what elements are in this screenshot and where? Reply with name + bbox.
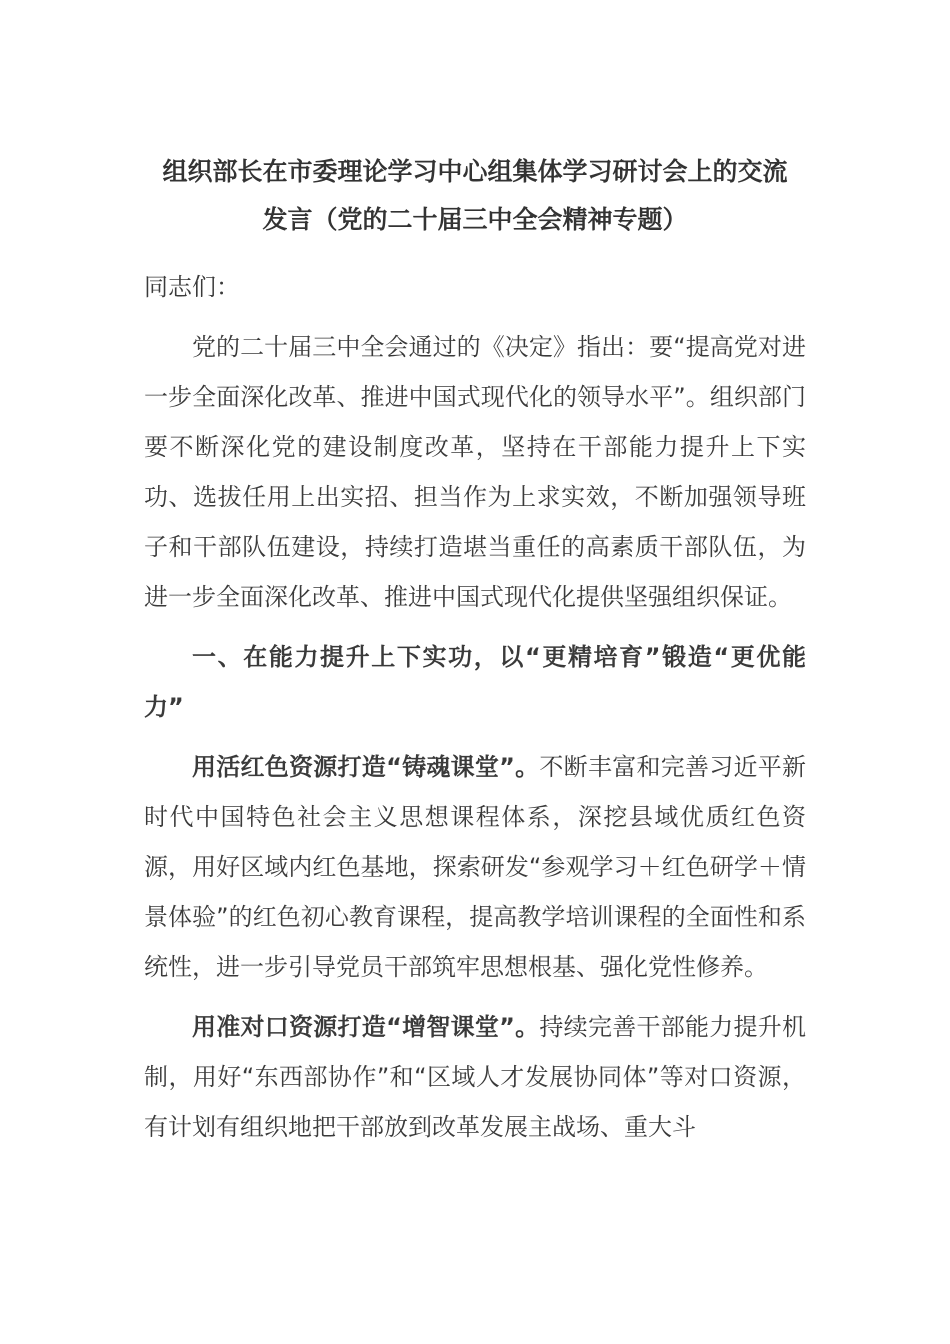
paragraph-1-lead: 用活红色资源打造“铸魂课堂”。 bbox=[192, 753, 540, 781]
paragraph-2 bbox=[144, 1002, 806, 1152]
section-1-heading: 一、在能力提升上下实功，以“更精培育”锻造“更优能力” bbox=[144, 643, 806, 721]
document-title bbox=[144, 148, 806, 244]
document-page bbox=[144, 148, 806, 1162]
title-line-2: 发言（党的二十届三中全会精神专题） bbox=[262, 205, 688, 234]
paragraph-2-body: 持续完善干部能力提升机制，用好“东西部协作”和“区域人才发展协同体”等对口资源，有计划有组织地把干部放到改革发展主战场、重大斗 bbox=[144, 1013, 807, 1141]
title-line-1: 组织部长在市委理论学习中心组集体学习研讨会上的交流 bbox=[162, 157, 788, 186]
paragraph-1 bbox=[144, 742, 806, 992]
paragraph-1-body: 不断丰富和完善习近平新时代中国特色社会主义思想课程体系，深挖县域优质红色资源，用好区域内红色基地，探索研发“参观学习＋红色研学＋情景体验”的红色初心教育课程，提高教学培训课程的全面性和系统性，进一步引导党员干部筑牢思想根基、强化党性修养。 bbox=[144, 753, 807, 981]
paragraph-2-lead: 用准对口资源打造“增智课堂”。 bbox=[192, 1013, 540, 1041]
intro-paragraph: 党的二十届三中全会通过的《决定》指出：要“提高党对进一步全面深化改革、推进中国式现代化的领导水平”。组织部门要不断深化党的建设制度改革，坚持在干部能力提升上下实功、选拔任用上出实招、担当作为上求实效，不断加强领导班子和干部队伍建设，持续打造堪当重任的高素质干部队伍，为进一步全面深化改革、推进中国式现代化提供坚强组织保证。 bbox=[144, 333, 806, 611]
salutation: 同志们： bbox=[144, 273, 240, 301]
